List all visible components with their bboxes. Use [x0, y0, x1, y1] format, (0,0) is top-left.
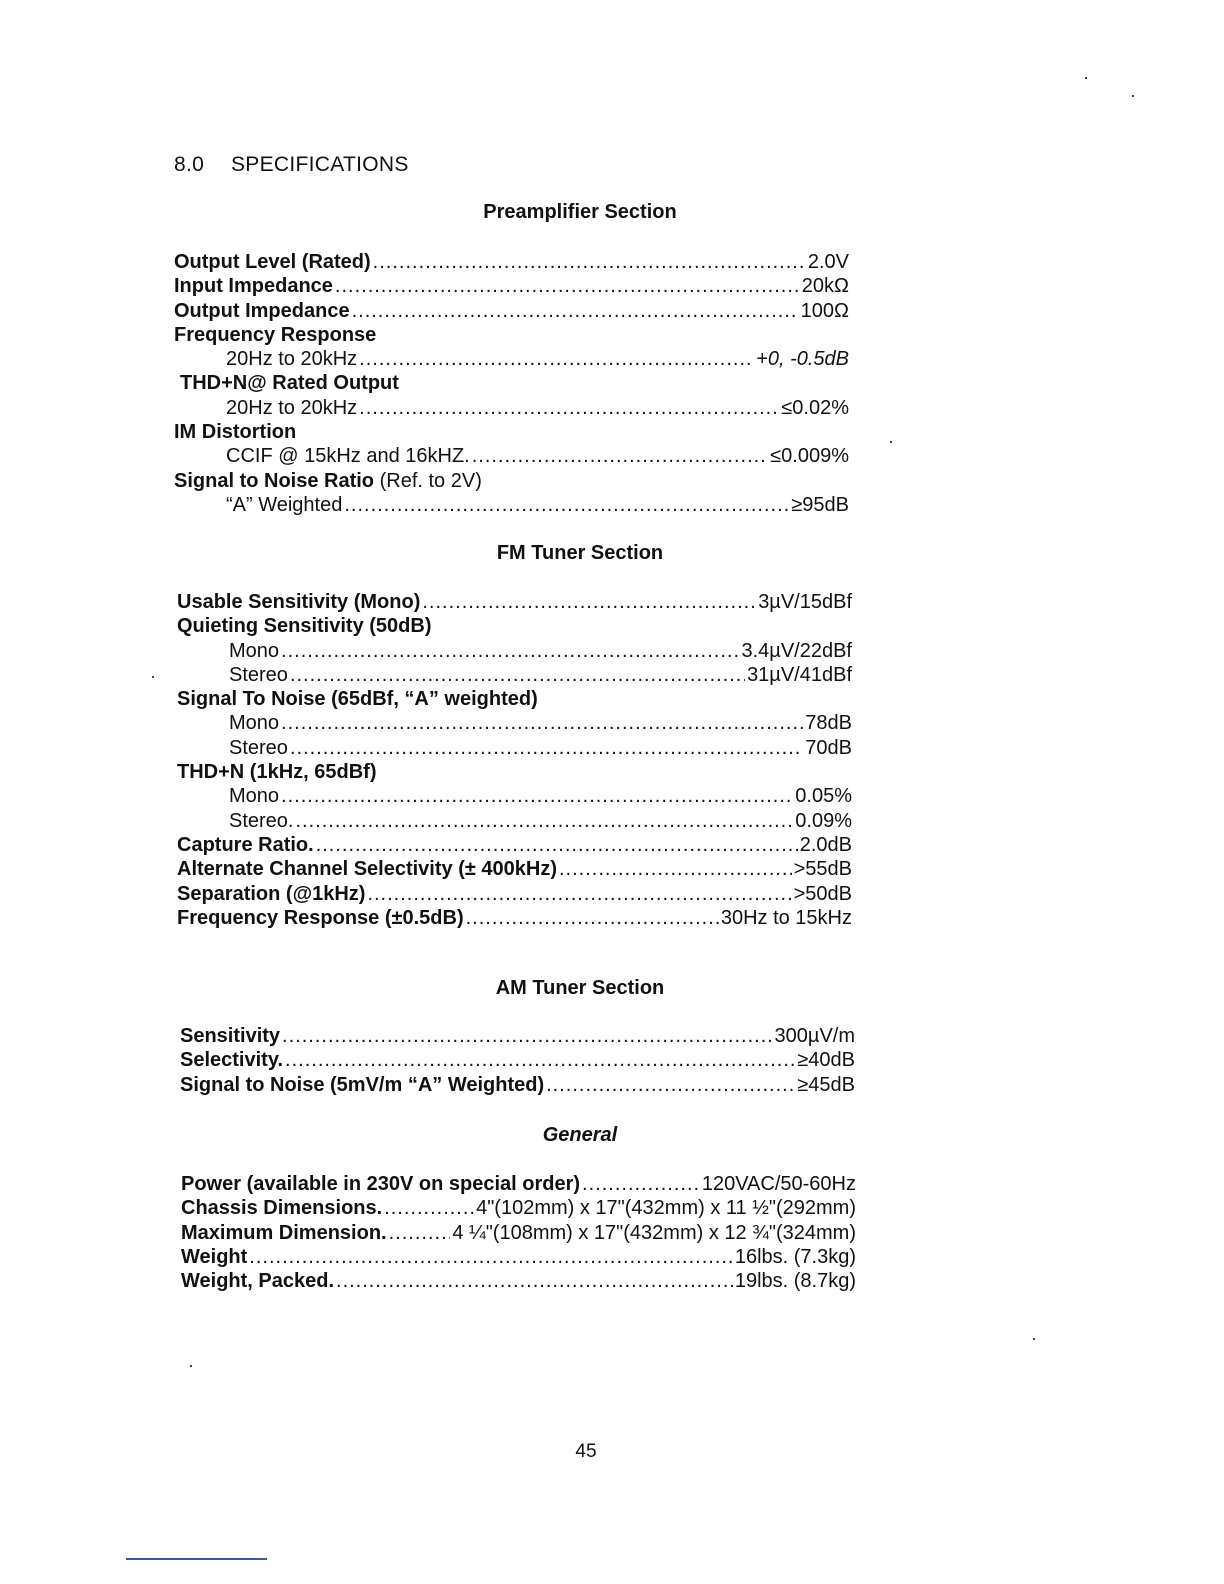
spec-label: Output Level (Rated) [174, 251, 371, 273]
leader-dots [546, 1073, 795, 1097]
spec-value: ≥45dB [797, 1073, 855, 1096]
spec-row-snr-mono [177, 711, 852, 735]
spec-group-thd [174, 371, 849, 395]
spec-group-label: THD+N (1kHz, 65dBf) [177, 761, 377, 784]
spec-value: 78dB [805, 712, 852, 735]
preamplifier-specs [174, 250, 849, 517]
spec-label: Chassis Dimensions. [181, 1197, 383, 1220]
scan-speck [1132, 95, 1134, 97]
general-specs [181, 1172, 856, 1293]
leader-dots [344, 493, 789, 517]
leader-dots [359, 347, 754, 371]
scan-speck [1085, 77, 1087, 79]
leader-dots [422, 590, 756, 614]
spec-label: 20Hz to 20kHz [226, 396, 358, 419]
spec-group-thd [177, 760, 852, 784]
scan-speck [190, 1365, 192, 1367]
spec-row-quieting-mono [177, 639, 852, 663]
fm-tuner-specs [177, 590, 852, 930]
spec-label: Output Impedance [174, 299, 350, 322]
leader-dots [336, 1269, 733, 1293]
spec-row-am-sensitivity [180, 1024, 855, 1048]
spec-value: 30Hz to 15kHz [720, 906, 852, 929]
spec-label: Power (available in 230V on special order) [181, 1173, 581, 1195]
spec-label: Usable Sensitivity (Mono) [177, 591, 421, 613]
spec-row-alternate-channel [177, 857, 852, 881]
scan-speck [152, 676, 154, 678]
leader-dots [352, 299, 799, 323]
spec-value: 300µV/m [774, 1025, 855, 1047]
spec-value: 100Ω [800, 299, 849, 322]
spec-label: CCIF @ 15kHz and 16kHZ. [226, 445, 470, 468]
spec-row-power [181, 1172, 856, 1196]
spec-group-note: (Ref. to 2V) [379, 469, 482, 492]
leader-dots [466, 906, 719, 930]
spec-label: Alternate Channel Selectivity (± 400kHz) [177, 858, 557, 881]
spec-label: Mono [229, 785, 280, 808]
spec-group-label: IM Distortion [174, 421, 297, 444]
spec-value: ≥95dB [791, 493, 849, 516]
spec-group-label: Signal to Noise Ratio [174, 469, 375, 492]
am-tuner-heading: AM Tuner Section [495, 977, 665, 999]
leader-dots [367, 882, 791, 906]
spec-row-am-selectivity [180, 1048, 855, 1072]
spec-value: ≤0.02% [781, 396, 849, 419]
leader-dots [373, 250, 806, 274]
spec-value: 4"(102mm) x 17"(432mm) x 11 ½"(292mm) [476, 1197, 856, 1220]
spec-label: Separation (@1kHz) [177, 882, 366, 905]
spec-value: 19lbs. (8.7kg) [734, 1270, 856, 1293]
spec-group-frequency-response [174, 323, 849, 347]
am-tuner-specs [180, 1024, 855, 1097]
leader-dots [249, 1245, 733, 1269]
spec-label: Frequency Response (±0.5dB) [177, 906, 464, 929]
leader-dots [281, 711, 803, 735]
leader-dots [472, 444, 768, 468]
leader-dots [559, 857, 792, 881]
leader-dots [281, 784, 793, 808]
spec-row-maximum-dimension [181, 1221, 856, 1245]
spec-row-snr [174, 493, 849, 517]
spec-row-am-signal-to-noise [180, 1073, 855, 1097]
spec-row-snr-stereo [177, 736, 852, 760]
spec-label: Sensitivity [180, 1025, 281, 1047]
spec-row-thd-stereo [177, 809, 852, 833]
spec-row-input-impedance [174, 274, 849, 298]
spec-row-thd-mono [177, 784, 852, 808]
spec-row-separation [177, 882, 852, 906]
spec-value: ≥40dB [797, 1049, 855, 1072]
spec-row-quieting-stereo [177, 663, 852, 687]
general-heading: General [542, 1124, 618, 1146]
leader-dots [295, 809, 793, 833]
spec-value: 16lbs. (7.3kg) [734, 1245, 856, 1268]
spec-group-label: Signal To Noise (65dBf, “A” weighted) [177, 688, 538, 711]
spec-value: 20kΩ [801, 275, 849, 298]
page-title [174, 153, 409, 177]
spec-value: 2.0V [807, 251, 849, 273]
spec-row-thd [174, 396, 849, 420]
spec-group-label: THD+N@ Rated Output [180, 372, 399, 395]
spec-label: Stereo [229, 663, 288, 686]
leader-dots [281, 639, 739, 663]
spec-row-im-distortion [174, 444, 849, 468]
spec-group-signal-to-noise [177, 687, 852, 711]
spec-value: >55dB [793, 858, 852, 881]
spec-label: 20Hz to 20kHz [226, 348, 358, 371]
spec-row-output-impedance [174, 299, 849, 323]
spec-row-output-level [174, 250, 849, 274]
spec-group-quieting-sensitivity [177, 614, 852, 638]
spec-label: Selectivity. [180, 1049, 284, 1072]
spec-label: Weight, Packed. [181, 1270, 335, 1293]
spec-value: 0.09% [795, 809, 852, 832]
spec-value: 31µV/41dBf [747, 663, 852, 686]
spec-row-usable-sensitivity [177, 590, 852, 614]
spec-row-weight-packed [181, 1269, 856, 1293]
spec-row-chassis-dimensions [181, 1196, 856, 1220]
spec-label: Stereo. [229, 809, 294, 832]
spec-value: 70dB [805, 736, 852, 759]
leader-dots [359, 396, 779, 420]
fm-tuner-heading: FM Tuner Section [496, 542, 664, 564]
spec-group-im-distortion [174, 420, 849, 444]
leader-dots [582, 1172, 700, 1196]
spec-row-frequency-response [177, 906, 852, 930]
leader-dots [290, 663, 745, 687]
spec-label: Stereo [229, 736, 288, 759]
spec-label: Mono [229, 639, 280, 662]
spec-group-label: Quieting Sensitivity (50dB) [177, 615, 432, 638]
spec-label: Mono [229, 712, 280, 735]
spec-label: Capture Ratio. [177, 833, 314, 856]
spec-label: Input Impedance [174, 275, 333, 298]
leader-dots [316, 833, 798, 857]
spec-label: Weight [181, 1245, 248, 1268]
spec-group-label: Frequency Response [174, 323, 377, 346]
spec-label: Maximum Dimension. [181, 1221, 387, 1244]
spec-value: 2.0dB [799, 833, 852, 856]
spec-group-snr [174, 469, 849, 493]
scan-speck [1033, 1338, 1035, 1340]
leader-dots [389, 1221, 451, 1245]
leader-dots [290, 736, 803, 760]
page-number: 45 [575, 1441, 597, 1462]
spec-label: “A” Weighted [226, 493, 343, 516]
spec-value: 120VAC/50-60Hz [701, 1173, 856, 1195]
spec-value: +0, -0.5dB [756, 348, 849, 371]
leader-dots [285, 1048, 795, 1072]
spec-value: 0.05% [795, 785, 852, 808]
section-title: SPECIFICATIONS [231, 153, 409, 176]
spec-value: 4 ¼"(108mm) x 17"(432mm) x 12 ¾"(324mm) [452, 1221, 856, 1244]
spec-row-frequency-response [174, 347, 849, 371]
leader-dots [282, 1024, 773, 1048]
spec-value: 3.4µV/22dBf [741, 639, 852, 662]
spec-value: >50dB [793, 882, 852, 905]
section-number: 8.0 [174, 153, 205, 176]
spec-row-weight [181, 1245, 856, 1269]
scan-speck [890, 441, 892, 443]
footer-rule [126, 1558, 267, 1560]
leader-dots [384, 1196, 474, 1220]
preamplifier-heading: Preamplifier Section [483, 201, 677, 223]
spec-value: ≤0.009% [770, 445, 849, 468]
spec-row-capture-ratio [177, 833, 852, 857]
spec-label: Signal to Noise (5mV/m “A” Weighted) [180, 1073, 545, 1096]
spec-value: 3µV/15dBf [758, 591, 852, 613]
leader-dots [335, 274, 800, 298]
